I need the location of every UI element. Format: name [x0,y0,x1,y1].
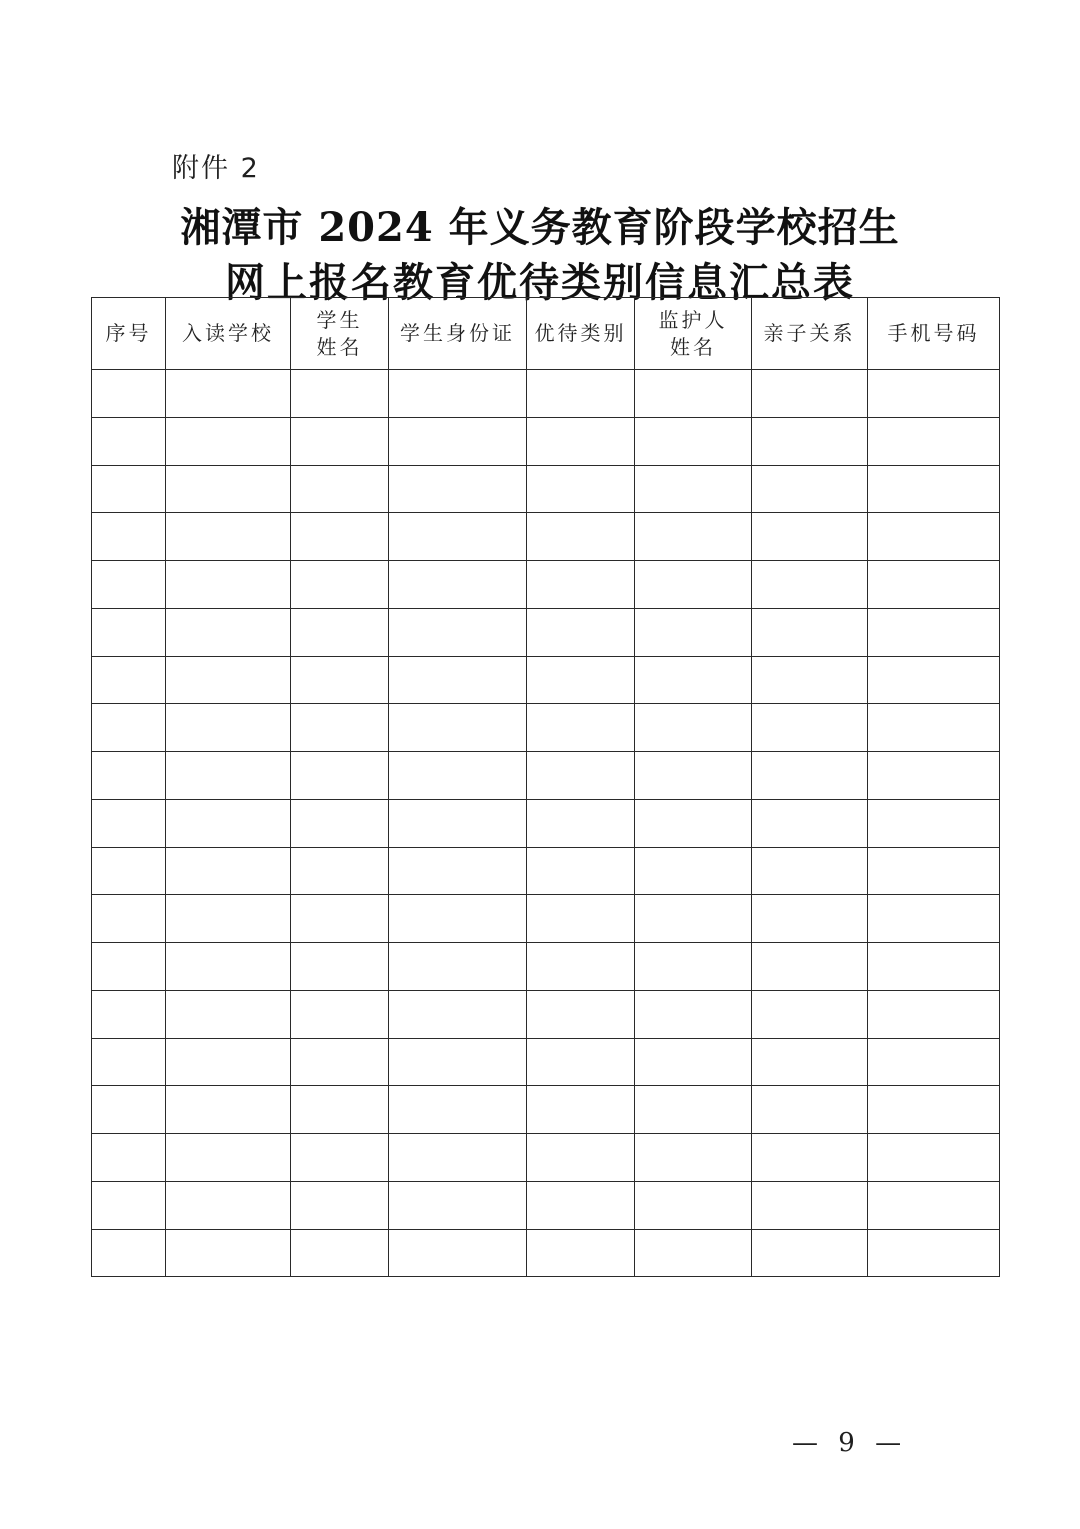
table-cell[interactable] [527,1229,635,1277]
table-cell[interactable] [527,465,635,513]
table-cell[interactable] [291,847,389,895]
table-cell[interactable] [635,1086,752,1134]
table-cell[interactable] [752,1134,868,1182]
table-cell[interactable] [291,370,389,418]
table-cell[interactable] [291,513,389,561]
table-cell[interactable] [389,943,527,991]
table-cell[interactable] [635,1038,752,1086]
table-cell[interactable] [868,799,1000,847]
table-cell[interactable] [166,990,291,1038]
table-cell[interactable] [868,417,1000,465]
table-cell[interactable] [166,1086,291,1134]
table-cell[interactable] [389,513,527,561]
table-cell[interactable] [752,561,868,609]
table-row [92,895,1000,943]
table-cell[interactable] [635,752,752,800]
table-cell[interactable] [752,895,868,943]
table-row [92,1134,1000,1182]
table-cell[interactable] [527,1086,635,1134]
table-cell[interactable] [752,752,868,800]
table-cell[interactable] [166,417,291,465]
table-cell[interactable] [92,752,166,800]
table-cell[interactable] [635,990,752,1038]
table-cell[interactable] [291,943,389,991]
table-cell[interactable] [92,608,166,656]
table-cell[interactable] [166,847,291,895]
table-cell[interactable] [291,1134,389,1182]
header-student-id: 学生身份证 [389,298,527,370]
table-cell[interactable] [166,561,291,609]
header-priority-category: 优待类别 [527,298,635,370]
table-cell[interactable] [527,608,635,656]
table-cell[interactable] [389,1134,527,1182]
table-cell[interactable] [635,370,752,418]
table-cell[interactable] [635,656,752,704]
table-cell[interactable] [166,656,291,704]
table-cell[interactable] [868,1038,1000,1086]
page-number: — 9 — [792,1428,908,1458]
table-cell[interactable] [635,943,752,991]
table-cell[interactable] [868,656,1000,704]
table-cell[interactable] [868,1181,1000,1229]
table-cell[interactable] [527,1038,635,1086]
table-cell[interactable] [92,704,166,752]
table-cell[interactable] [527,417,635,465]
table-cell[interactable] [166,370,291,418]
table-cell[interactable] [291,990,389,1038]
table-cell[interactable] [752,465,868,513]
table-cell[interactable] [92,561,166,609]
table-cell[interactable] [868,1134,1000,1182]
table-row [92,417,1000,465]
table-cell[interactable] [92,1086,166,1134]
table-cell[interactable] [527,799,635,847]
table-body [92,370,1000,1277]
table-cell[interactable] [291,1229,389,1277]
table-cell[interactable] [752,1181,868,1229]
table-cell[interactable] [635,1229,752,1277]
table-cell[interactable] [527,895,635,943]
table-cell[interactable] [92,1181,166,1229]
table-cell[interactable] [166,752,291,800]
table-cell[interactable] [291,752,389,800]
table-cell[interactable] [389,1181,527,1229]
table-cell[interactable] [635,704,752,752]
table-cell[interactable] [389,1038,527,1086]
table-cell[interactable] [166,1181,291,1229]
table-cell[interactable] [527,704,635,752]
table-cell[interactable] [166,513,291,561]
table-cell[interactable] [291,561,389,609]
table-cell[interactable] [868,561,1000,609]
table-cell[interactable] [868,943,1000,991]
table-cell[interactable] [389,370,527,418]
table-cell[interactable] [291,1181,389,1229]
table-cell[interactable] [166,608,291,656]
table-cell[interactable] [868,990,1000,1038]
table-row [92,943,1000,991]
table-cell[interactable] [166,1229,291,1277]
table-cell[interactable] [868,1229,1000,1277]
table-cell[interactable] [868,847,1000,895]
table-cell[interactable] [635,417,752,465]
table-cell[interactable] [527,943,635,991]
table-cell[interactable] [166,704,291,752]
table-row [92,608,1000,656]
table-cell[interactable] [389,417,527,465]
table-cell[interactable] [389,561,527,609]
table-cell[interactable] [389,847,527,895]
table-cell[interactable] [291,895,389,943]
header-school: 入读学校 [166,298,291,370]
table-cell[interactable] [527,847,635,895]
table-cell[interactable] [752,370,868,418]
table-cell[interactable] [752,943,868,991]
table-row [92,513,1000,561]
table-cell[interactable] [389,656,527,704]
summary-table [91,297,1000,1277]
header-student-name: 学生 姓名 [291,298,389,370]
table-cell[interactable] [868,370,1000,418]
table-cell[interactable] [92,417,166,465]
header-guardian-name: 监护人 姓名 [635,298,752,370]
table-cell[interactable] [92,990,166,1038]
table-cell[interactable] [92,1038,166,1086]
table-cell[interactable] [389,1086,527,1134]
table-cell[interactable] [752,417,868,465]
table-row [92,1038,1000,1086]
table-cell[interactable] [527,1134,635,1182]
table-cell[interactable] [166,465,291,513]
table-cell[interactable] [291,704,389,752]
table-cell[interactable] [166,943,291,991]
table-cell[interactable] [389,1229,527,1277]
table-cell[interactable] [389,704,527,752]
header-serial-number: 序号 [92,298,166,370]
table-row [92,1086,1000,1134]
table-cell[interactable] [635,1181,752,1229]
table-cell[interactable] [752,1086,868,1134]
table-cell[interactable] [868,465,1000,513]
table-row [92,465,1000,513]
table-cell[interactable] [752,513,868,561]
document-title-line-1: 湘潭市 2024 年义务教育阶段学校招生 [180,204,900,251]
table-cell[interactable] [635,561,752,609]
table-cell[interactable] [92,895,166,943]
table-row [92,799,1000,847]
table-row [92,370,1000,418]
table-cell[interactable] [752,1038,868,1086]
table-cell[interactable] [291,465,389,513]
table-cell[interactable] [752,799,868,847]
table-cell[interactable] [389,799,527,847]
table-cell[interactable] [527,561,635,609]
table-cell[interactable] [291,417,389,465]
table-cell[interactable] [92,370,166,418]
table-cell[interactable] [752,704,868,752]
table-cell[interactable] [389,752,527,800]
table-cell[interactable] [166,1038,291,1086]
table-cell[interactable] [389,895,527,943]
table-cell[interactable] [635,465,752,513]
table-cell[interactable] [527,513,635,561]
table-cell[interactable] [527,370,635,418]
table-cell[interactable] [389,990,527,1038]
attachment-label: 附件 2 [172,153,260,184]
table-cell[interactable] [527,752,635,800]
table-cell[interactable] [635,513,752,561]
table-cell[interactable] [752,847,868,895]
table-cell[interactable] [635,608,752,656]
table-cell[interactable] [868,704,1000,752]
table-cell[interactable] [868,513,1000,561]
table-cell[interactable] [635,895,752,943]
table-cell[interactable] [389,465,527,513]
table-cell[interactable] [291,799,389,847]
table-cell[interactable] [166,895,291,943]
table-cell[interactable] [635,847,752,895]
header-relationship: 亲子关系 [752,298,868,370]
table-cell[interactable] [92,847,166,895]
table-row [92,752,1000,800]
table-header-row [92,298,1000,370]
table-cell[interactable] [752,656,868,704]
document-title-line-2: 网上报名教育优待类别信息汇总表 [225,259,855,306]
table-cell[interactable] [291,1038,389,1086]
table-cell[interactable] [752,608,868,656]
table-cell[interactable] [92,799,166,847]
table-cell[interactable] [868,895,1000,943]
table-cell[interactable] [291,608,389,656]
table-cell[interactable] [389,608,527,656]
table-cell[interactable] [92,943,166,991]
table-cell[interactable] [752,990,868,1038]
table-cell[interactable] [868,752,1000,800]
table-row [92,1181,1000,1229]
table-cell[interactable] [92,1229,166,1277]
table-cell[interactable] [868,1086,1000,1134]
table-cell[interactable] [635,799,752,847]
table-cell[interactable] [752,1229,868,1277]
table-cell[interactable] [527,1181,635,1229]
table-row [92,847,1000,895]
header-phone-number: 手机号码 [868,298,1000,370]
table-cell[interactable] [92,1134,166,1182]
table-row [92,656,1000,704]
table-cell[interactable] [527,990,635,1038]
table-row [92,704,1000,752]
table-cell[interactable] [92,513,166,561]
table-cell[interactable] [166,1134,291,1182]
table-row [92,990,1000,1038]
table-cell[interactable] [92,465,166,513]
table-cell[interactable] [527,656,635,704]
table-cell[interactable] [291,1086,389,1134]
table-cell[interactable] [291,656,389,704]
table-row [92,1229,1000,1277]
table-row [92,561,1000,609]
table-cell[interactable] [868,608,1000,656]
table-cell[interactable] [635,1134,752,1182]
table-cell[interactable] [166,799,291,847]
table-cell[interactable] [92,656,166,704]
